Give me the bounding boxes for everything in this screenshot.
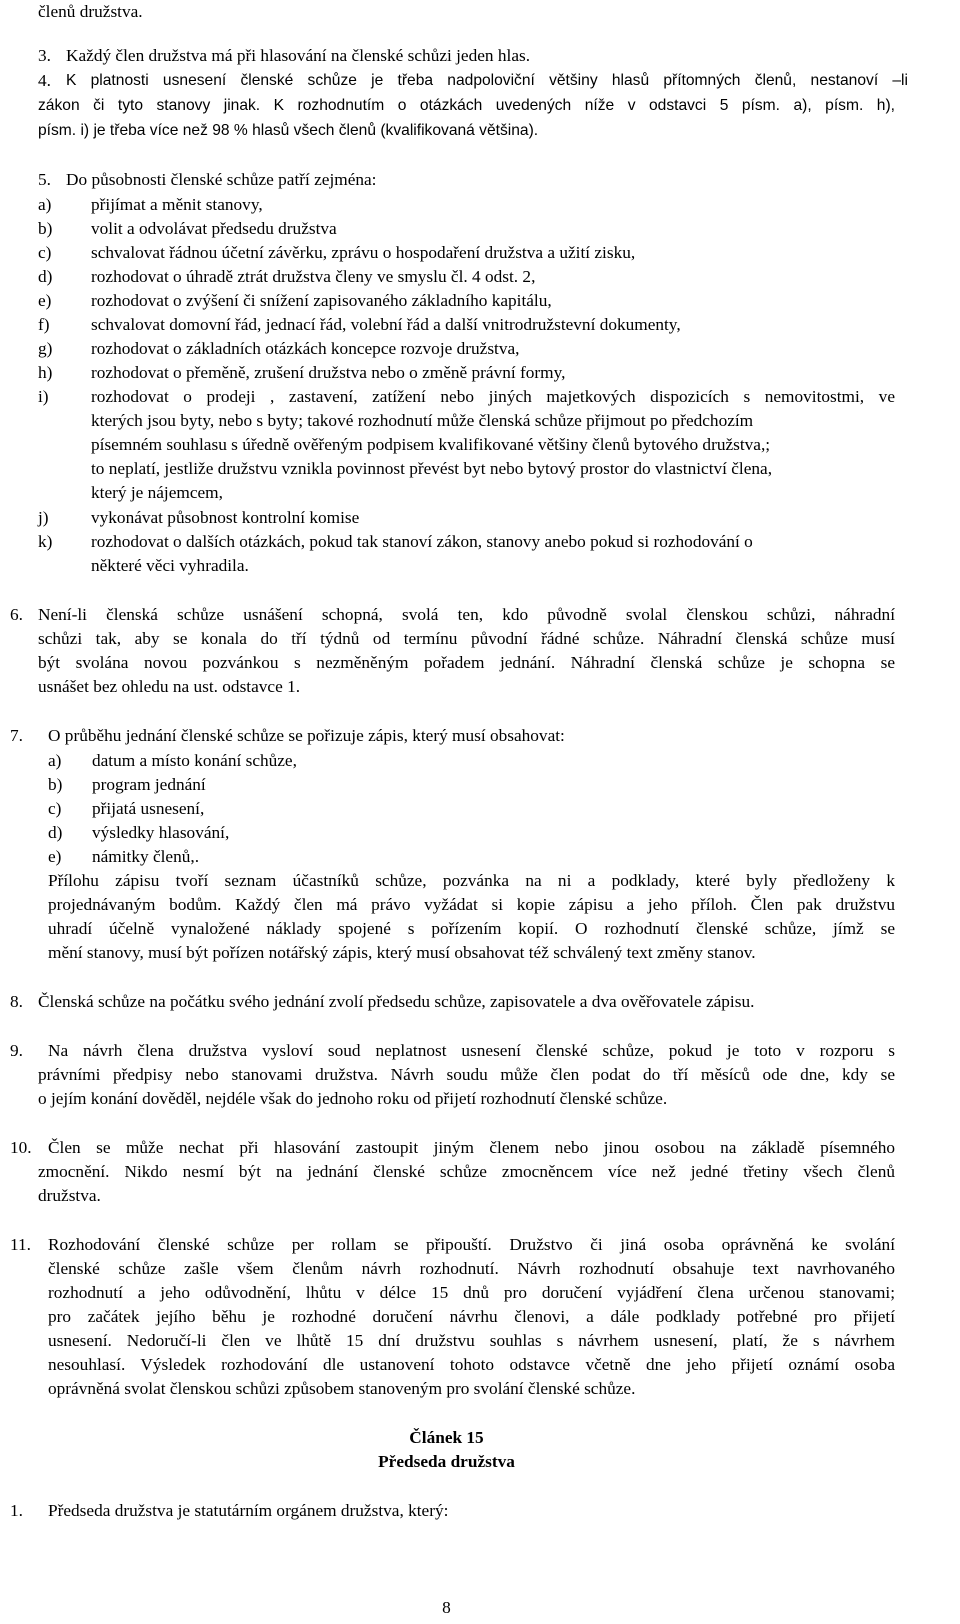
list-item-letter: a) (38, 195, 52, 214)
list-item: rozhodovat o prodeji , zastavení, zatížení nebo jiných majetkových dispozicích s nemovitostmi, ve (91, 387, 895, 406)
list-item-letter: e) (38, 291, 52, 310)
paragraph-11-number: 11. (10, 1235, 31, 1254)
paragraph-7-line: uhradí účelně vynaložené náklady spojené s pořízením kopií. O rozhodnutí členské schůze, jímž se (48, 919, 895, 938)
paragraph-4-line: K platnosti usnesení členské schůze je třeba nadpoloviční většiny hlasů přítomných členů, nestanoví –li (66, 72, 908, 89)
paragraph-7-number: 7. (10, 726, 23, 745)
list-item: volit a odvolávat předsedu družstva (91, 219, 337, 238)
list-item: rozhodovat o základních otázkách koncepce rozvoje družstva, (91, 339, 520, 358)
list-item: program jednání (92, 775, 206, 794)
list-item: písemném souhlasu s úředně ověřeným podpisem kvalifikované většiny členů bytového družstva,; (91, 435, 771, 454)
list-item: schvalovat řádnou účetní závěrku, zprávu o hospodaření družstva a užití zisku, (91, 243, 636, 262)
article-paragraph-1-text: Předseda družstva je statutárním orgánem družstva, který: (48, 1501, 449, 1520)
paragraph-6-line: být svolána novou pozvánkou s nezměněným pořadem jednání. Náhradní členská schůze je schopna se (38, 653, 895, 672)
paragraph-8-number: 8. (10, 992, 23, 1011)
paragraph-11-line: nesouhlasí. Výsledek rozhodování dle ustanovení tohoto odstavce včetně dne jeho přijetí oznámí osoba (48, 1355, 895, 1374)
paragraph-9-line: o jejím konání dověděl, nejdéle však do jednoho roku od přijetí rozhodnutí členské schůze. (38, 1089, 668, 1108)
paragraph-5-number: 5. (38, 170, 51, 189)
list-item-letter: b) (48, 775, 63, 794)
paragraph-4-line: zákon či tyto stanovy jinak. K rozhodnutím o otázkách uvedených níže v odstavci 5 písm. a), písm. h), (38, 97, 895, 114)
list-item: který je nájemcem, (91, 483, 223, 502)
paragraph-11-line: pro začátek jejího běhu je rozhodné doručení návrhu členovi, a dále podklady potřebné pro přijetí (48, 1307, 895, 1326)
list-item-letter: j) (38, 508, 49, 527)
paragraph-9-line: Na návrh člena družstva vysloví soud neplatnost usnesení členské schůze, pokud je toto v rozporu s (48, 1041, 895, 1060)
paragraph-10-line: Člen se může nechat při hlasování zastoupit jiným členem nebo jinou osobou na základě písemného (48, 1138, 895, 1157)
page-number: 8 (442, 1598, 451, 1617)
paragraph-11-line: Rozhodování členské schůze per rollam se připouští. Družstvo či jiná osoba oprávněná ke svolání (48, 1235, 895, 1254)
list-item-letter: d) (48, 823, 63, 842)
article-number: Článek 15 (409, 1428, 484, 1447)
paragraph-11-line: rozhodnutí a jeho odůvodnění, lhůtu v délce 15 dnů pro doručení vyjádření člena určenou stanovami; (48, 1283, 895, 1302)
list-item: rozhodovat o zvýšení či snížení zapisovaného základního kapitálu, (91, 291, 552, 310)
paragraph-3-text: Každý člen družstva má při hlasování na členské schůzi jeden hlas. (66, 46, 531, 65)
list-item: to neplatí, jestliže družstvu vznikla povinnost převést byt nebo bytový prostor do vlastnictví člena, (91, 459, 773, 478)
list-item-letter: b) (38, 219, 53, 238)
list-item: některé věci vyhradila. (91, 556, 249, 575)
article-title: Předseda družstva (378, 1452, 515, 1471)
paragraph-9-line: právními předpisy nebo stanovami družstva. Návrh soudu může člen podat do tří měsíců ode dne, kdy se (38, 1065, 895, 1084)
paragraph-6-number: 6. (10, 605, 23, 624)
list-item-letter: a) (48, 751, 62, 770)
paragraph-7-line: projednávaným bodům. Každý člen má právo vyžádat si kopie zápisu a jeho příloh. Člen pak družstvu (48, 895, 895, 914)
list-item: přijímat a měnit stanovy, (91, 195, 263, 214)
intro-line: členů družstva. (38, 2, 143, 21)
paragraph-6-line: Není-li členská schůze usnášení schopná, svolá ten, kdo původně svolal členskou schůzi, náhradní (38, 605, 895, 624)
paragraph-11-line: členské schůze zašle všem členům návrh rozhodnutí. Návrh rozhodnutí obsahuje text navrhovaného (48, 1259, 895, 1278)
paragraph-3-number: 3. (38, 46, 51, 65)
list-item: rozhodovat o dalších otázkách, pokud tak stanoví zákon, stanovy anebo pokud si rozhodování o (91, 532, 753, 551)
list-item: výsledky hlasování, (92, 823, 230, 842)
list-item: přijatá usnesení, (92, 799, 205, 818)
list-item: rozhodovat o úhradě ztrát družstva členy ve smyslu čl. 4 odst. 2, (91, 267, 536, 286)
list-item-letter: g) (38, 339, 53, 358)
paragraph-6-line: usnášet bez ohledu na ust. odstavce 1. (38, 677, 301, 696)
paragraph-11-line: usnesení. Nedoručí-li člen ve lhůtě 15 dní družstvu souhlas s návrhem usnesení, platí, že s návrhem (48, 1331, 895, 1350)
list-item: kterých jsou byty, nebo s byty; takové rozhodnutí může členská schůze přijmout po předchozím (91, 411, 754, 430)
paragraph-5-text: Do působnosti členské schůze patří zejména: (66, 170, 377, 189)
list-item-letter: i) (38, 387, 49, 406)
list-item-letter: f) (38, 315, 50, 334)
list-item-letter: d) (38, 267, 53, 286)
list-item-letter: c) (38, 243, 52, 262)
paragraph-11-line: oprávněná svolat členskou schůzi způsobem stanoveným pro svolání členské schůze. (48, 1379, 636, 1398)
list-item-letter: e) (48, 847, 62, 866)
article-paragraph-1-number: 1. (10, 1501, 23, 1520)
list-item-letter: c) (48, 799, 62, 818)
paragraph-10-line: zmocnění. Nikdo nesmí být na jednání členské schůze zmocněncem více než jedné třetiny všech členů (38, 1162, 895, 1181)
list-item: vykonávat působnost kontrolní komise (91, 508, 360, 527)
list-item-letter: k) (38, 532, 53, 551)
paragraph-9-number: 9. (10, 1041, 23, 1060)
list-item: námitky členů,. (92, 847, 200, 866)
paragraph-10-number: 10. (10, 1138, 32, 1157)
list-item: rozhodovat o přeměně, zrušení družstva nebo o změně právní formy, (91, 363, 566, 382)
paragraph-4-number: 4. (38, 71, 51, 90)
list-item: datum a místo konání schůze, (92, 751, 297, 770)
paragraph-6-line: schůzi tak, aby se konala do tří týdnů od termínu původní řádné schůze. Náhradní členská schůze musí (38, 629, 895, 648)
list-item: schvalovat domovní řád, jednací řád, volební řád a další vnitrodružstevní dokumenty, (91, 315, 681, 334)
paragraph-8-text: Členská schůze na počátku svého jednání zvolí předsedu schůze, zapisovatele a dva ověřovatele zápisu. (38, 992, 755, 1011)
list-item-letter: h) (38, 363, 53, 382)
paragraph-7-text: O průběhu jednání členské schůze se pořizuje zápis, který musí obsahovat: (48, 726, 565, 745)
paragraph-7-line: mění stanovy, musí být pořízen notářský zápis, který musí obsahovat též schválený text změny stanov. (48, 943, 756, 962)
paragraph-7-line: Přílohu zápisu tvoří seznam účastníků schůze, pozvánka na ni a podklady, které byly předloženy k (48, 871, 895, 890)
paragraph-4-line: písm. i) je třeba více než 98 % hlasů všech členů (kvalifikovaná většina). (38, 122, 539, 139)
paragraph-10-line: družstva. (38, 1186, 101, 1205)
